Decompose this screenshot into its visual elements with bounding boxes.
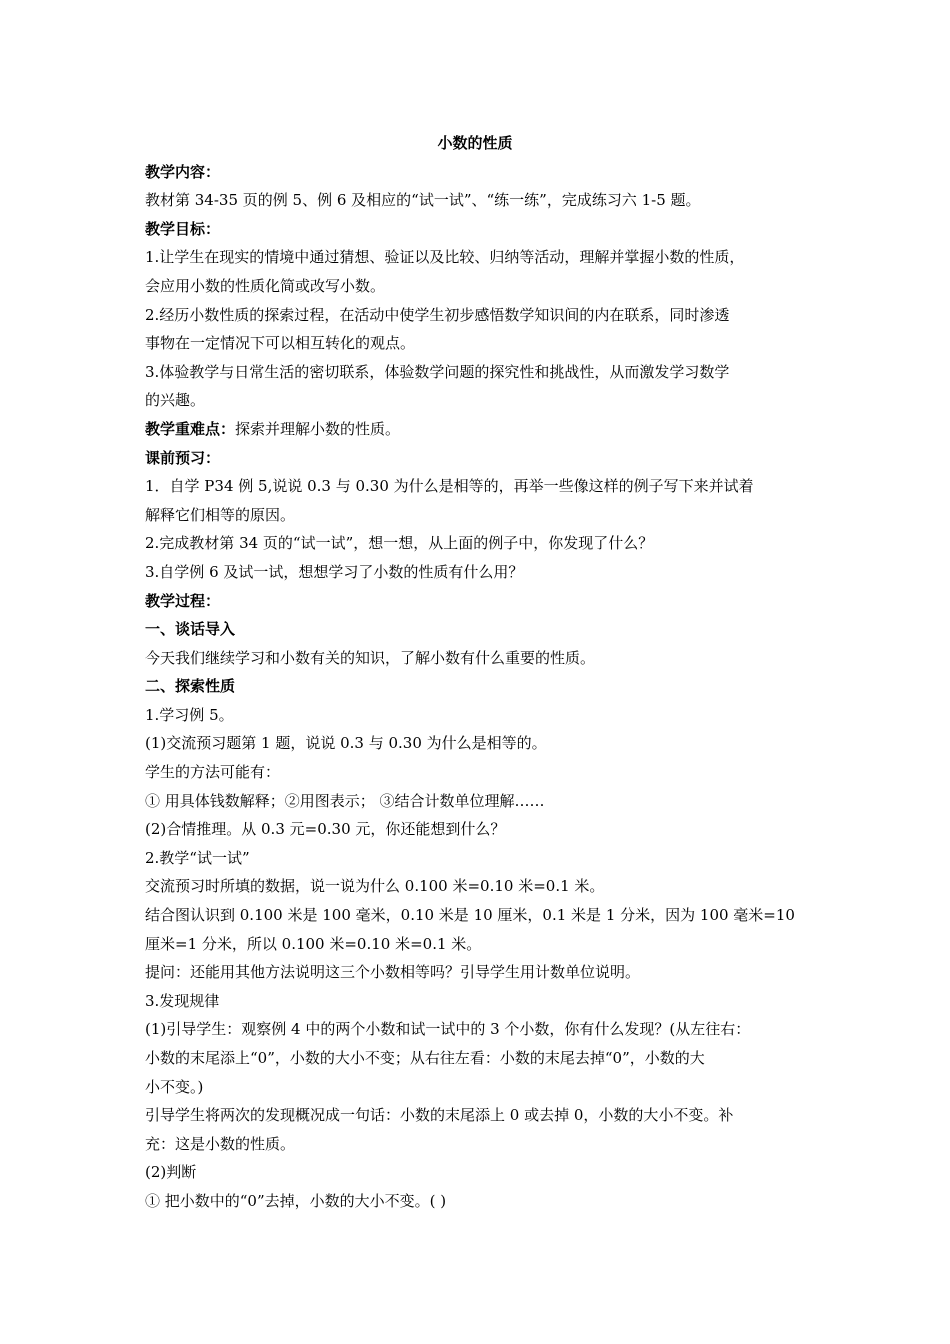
process-line: 小数的末尾添上“0”，小数的大小不变；从右往左看：小数的末尾去掉“0”，小数的大 [145,1049,705,1067]
process-line: (2)判断 [145,1163,197,1182]
content-text: 教材第 34-35 页的例 5、例 6 及相应的“试一试”、“练一练”，完成练习六 1-5 题。 [145,191,701,210]
preview-line: 解释它们相等的原因。 [145,505,296,524]
part1-heading: 一、谈话导入 [145,620,236,639]
key-points-line [145,415,825,444]
goals-line: 的兴趣。 [145,391,206,410]
preview-heading: 课前预习： [145,448,221,467]
process-line: (1)交流预习题第 1 题，说说 0.3 与 0.30 为什么是相等的。 [145,734,547,753]
process-line: 2.教学“试一试” [145,848,250,867]
process-line: (2)合情推理。从 0.3 元=0.30 元，你还能想到什么？ [145,820,506,839]
process-line: 3.发现规律 [145,991,220,1010]
goals-line: 3.体验教学与日常生活的密切联系，体验数学问题的探究性和挑战性，从而激发学习数学 [145,362,730,381]
process-line: 厘米=1 分米，所以 0.100 米=0.10 米=0.1 米。 [145,934,482,953]
process-line: 结合图认识到 0.100 米是 100 毫米，0.10 米是 10 厘米，0.1 米是 1 分米，因为 100 毫米=10 [145,906,795,925]
key-points-text: 探索并理解小数的性质。 [235,419,401,438]
page-title: 小数的性质 [437,134,513,152]
process-line: 学生的方法可能有： [145,763,281,782]
process-line: ① 把小数中的“0”去掉，小数的大小不变。( ) [145,1191,447,1210]
process-line: ① 用具体钱数解释；②用图表示； ③结合计数单位理解…… [145,791,545,810]
part1-text: 今天我们继续学习和小数有关的知识，了解小数有什么重要的性质。 [145,648,596,667]
key-points-heading: 教学重难点： [145,419,236,438]
goals-line: 事物在一定情况下可以相互转化的观点。 [145,334,416,353]
process-heading: 教学过程： [145,591,221,610]
process-line: 提问：还能用其他方法说明这三个小数相等吗？引导学生用计数单位说明。 [145,963,641,982]
process-line: 充：这是小数的性质。 [145,1134,296,1153]
preview-line: 3.自学例 6 及试一试，想想学习了小数的性质有什么用？ [145,562,524,581]
part2-heading: 二、探索性质 [145,677,236,696]
goals-line: 2.经历小数性质的探索过程，在活动中使学生初步感悟数学知识间的内在联系，同时渗透 [145,305,730,324]
document-body [145,129,825,1216]
preview-line: 2.完成教材第 34 页的“试一试”，想一想，从上面的例子中，你发现了什么？ [145,534,654,553]
process-line: 交流预习时所填的数据，说一说为什么 0.100 米=0.10 米=0.1 米。 [145,877,605,896]
goals-line: 1.让学生在现实的情境中通过猜想、验证以及比较、归纳等活动，理解并掌握小数的性质， [145,248,745,267]
process-line: 引导学生将两次的发现概况成一句话：小数的末尾添上 0 或去掉 0，小数的大小不变。补 [145,1106,734,1125]
process-line: 1.学习例 5。 [145,705,234,724]
goals-line: 会应用小数的性质化简或改写小数。 [145,276,386,295]
content-heading: 教学内容： [145,162,221,181]
process-line: (1)引导学生：观察例 4 中的两个小数和试一试中的 3 个小数，你有什么发现？(从左往右： [145,1020,751,1039]
process-line: 小不变。) [145,1077,204,1096]
goals-heading: 教学目标： [145,219,221,238]
preview-line: 1．自学 P34 例 5,说说 0.3 与 0.30 为什么是相等的，再举一些像这样的例子写下来并试着 [145,477,754,496]
